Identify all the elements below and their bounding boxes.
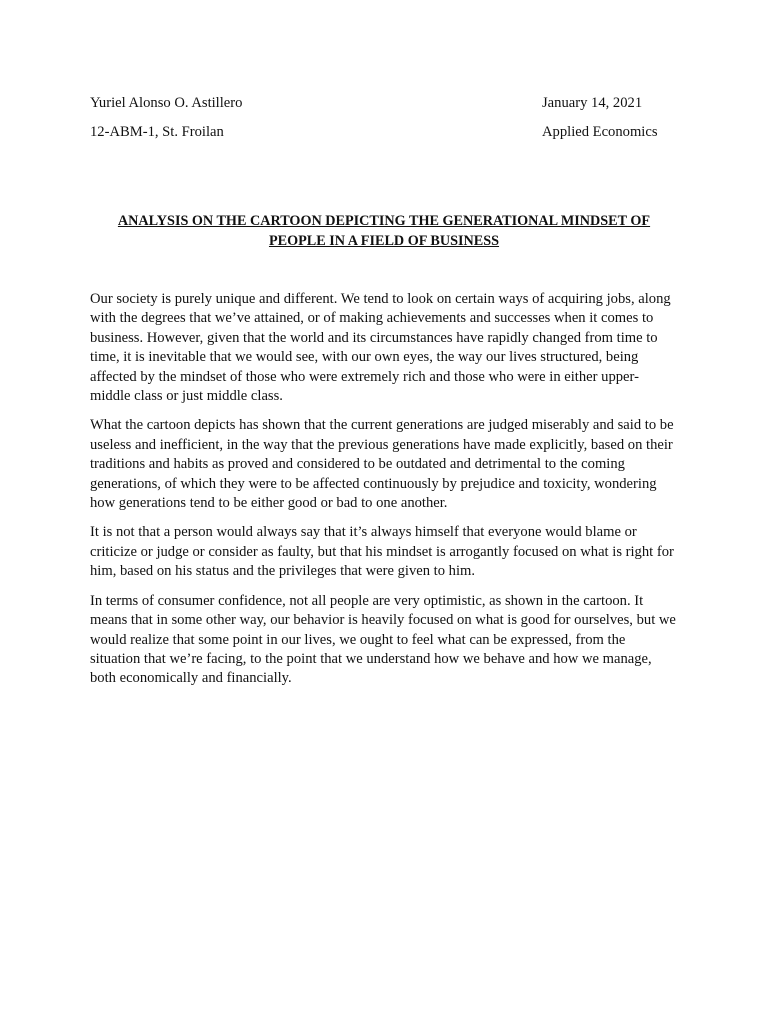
document-date: January 14, 2021: [542, 95, 643, 111]
paragraph: Our society is purely unique and different. We tend to look on certain ways of acquiring jobs, along with the degrees that we’ve attained, or of making achievements and successes when it comes to business. However, given that the world and its circumstances have rapidly changed from time to time, it is inevitable that we would see, with our own eyes, the way our lives structured, being affected by the mindset of those who were extremely rich and those who were in either upper-middle class or just middle class.: [90, 291, 671, 405]
document-title: ANALYSIS ON THE CARTOON DEPICTING THE GENERATIONAL MINDSET OF PEOPLE IN A FIELD OF BUSINESS: [117, 213, 651, 249]
class-section: 12-ABM-1, St. Froilan: [90, 124, 224, 140]
subject-name: Applied Economics: [542, 124, 658, 140]
document-body: [90, 290, 678, 699]
paragraph: What the cartoon depicts has shown that the current generations are judged miserably and said to be useless and inefficient, in the way that the previous generations have made explicitly, based on their traditions and habits as proved and considered to be outdated and detrimental to the coming generations, of which they were to be affected continuously by prejudice and toxicity, wondering how generations tend to be either good or bad to one another.: [90, 417, 674, 512]
paragraph: It is not that a person would always say that it’s always himself that everyone would blame or criticize or judge or consider as faulty, but that his mindset is arrogantly focused on what is right for him, based on his status and the privileges that were given to him.: [90, 524, 674, 580]
author-name: Yuriel Alonso O. Astillero: [90, 95, 243, 111]
paragraph: In terms of consumer confidence, not all people are very optimistic, as shown in the cartoon. It means that in some other way, our behavior is heavily focused on what is good for ourselves, but we would realize that some point in our lives, we ought to feel what can be expressed, from the situation that we’re facing, to the point that we understand how we behave and how we manage, both economically and financially.: [90, 592, 676, 687]
